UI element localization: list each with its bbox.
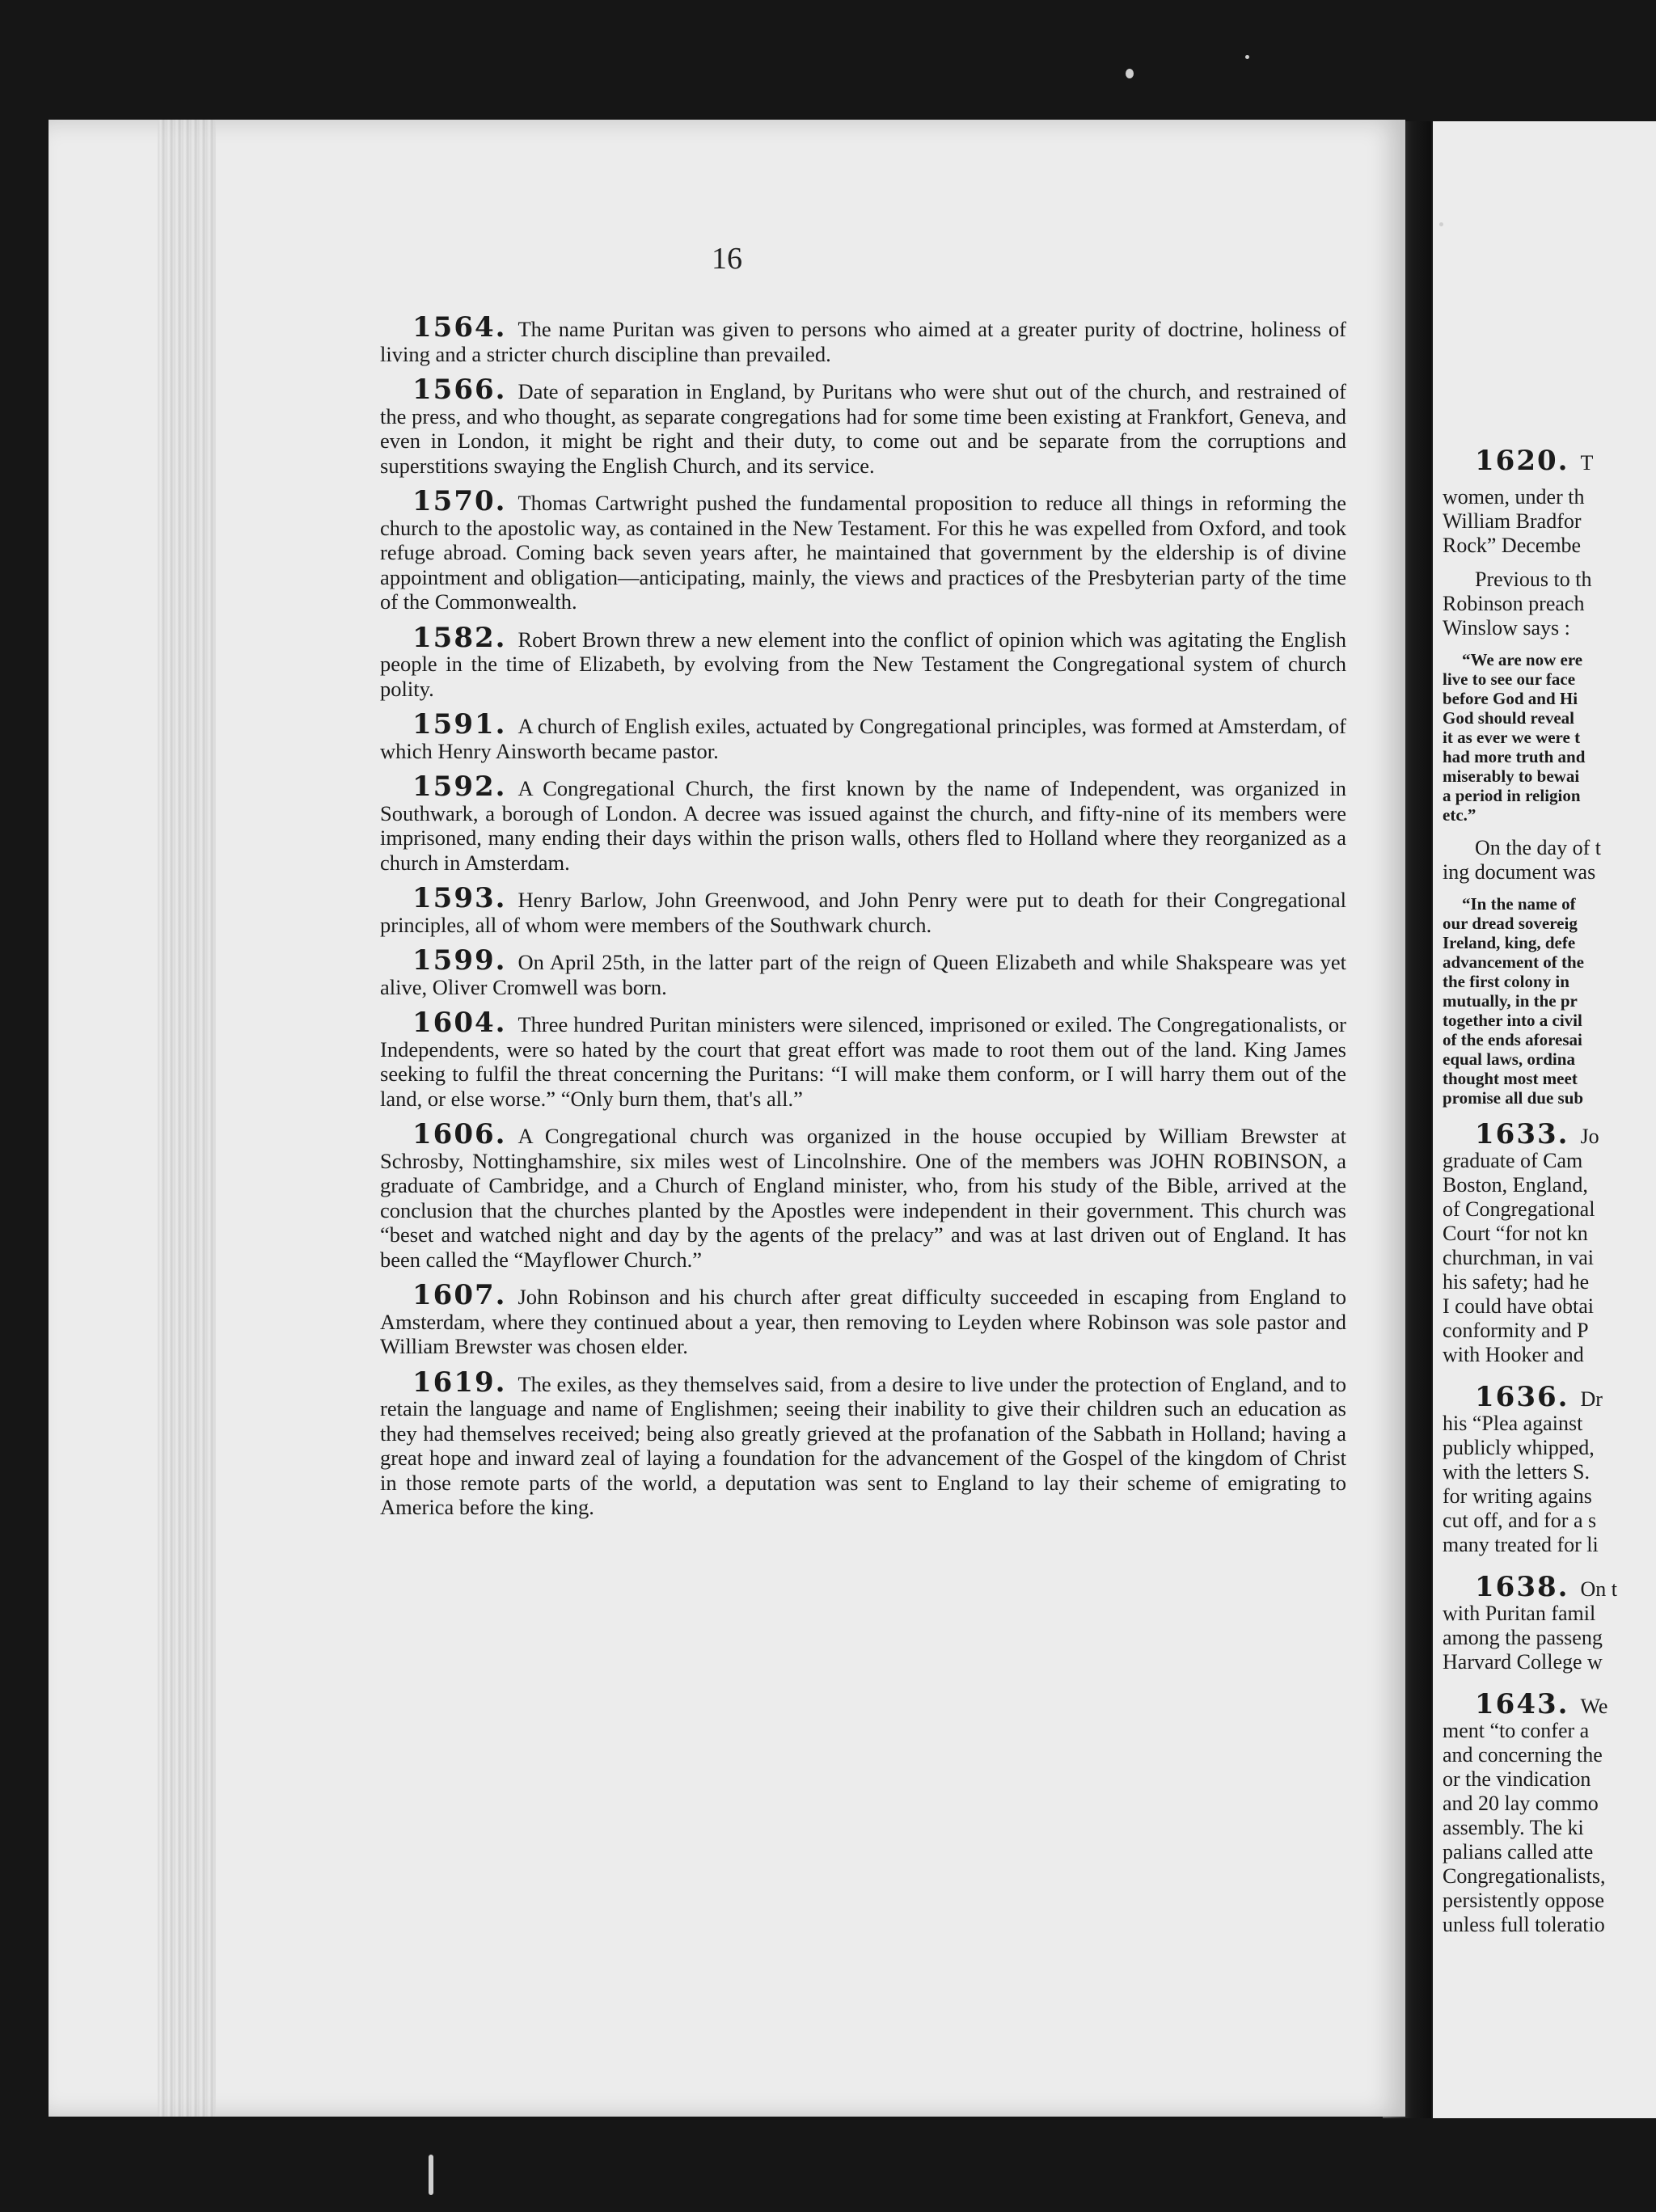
entry-year: 1592.	[412, 770, 507, 803]
scan-speck	[1439, 222, 1443, 226]
fragment-line: Winslow says :	[1443, 616, 1570, 640]
entry-year: 1599.	[412, 944, 507, 977]
fragment-line: I could have obtai	[1443, 1294, 1594, 1318]
fragment-line: Previous to th	[1475, 568, 1592, 591]
fragment-line: ing document was	[1443, 860, 1596, 884]
fragment-line: and 20 lay commo	[1443, 1792, 1599, 1815]
quote-line: our dread sovereig	[1443, 914, 1578, 933]
quote-line: the first colony in	[1443, 972, 1569, 991]
entry-text: John Robinson and his church after great difficulty succeeded in escaping from England to Amsterdam, where they continued about a year, then removing to Leyden where Robinson was sole pastor and William Brewster was chosen elder.	[380, 1285, 1346, 1358]
entry-1582	[380, 621, 1346, 702]
fragment-line: Dr	[1580, 1387, 1603, 1411]
scan-speck	[429, 2155, 433, 2195]
quote-line: God should reveal	[1443, 708, 1574, 728]
fragment-line: On t	[1580, 1577, 1617, 1601]
entry-year: 1606.	[412, 1118, 507, 1150]
fragment-line: and concerning the	[1443, 1743, 1603, 1767]
entry-1606	[380, 1118, 1346, 1272]
entry-year: 1643.	[1475, 1688, 1569, 1720]
entry-text: On April 25th, in the latter part of the reign of Queen Elizabeth and while Shakspeare was yet alive, Oliver Cromwell was born.	[380, 950, 1346, 999]
entry-1564	[380, 311, 1346, 366]
entry-year: 1607.	[412, 1279, 507, 1311]
fragment-line: churchman, in vai	[1443, 1246, 1594, 1269]
fragment-line: for writing agains	[1443, 1484, 1592, 1508]
quote-line: live to see our face	[1443, 669, 1576, 689]
entry-1636	[1443, 1381, 1656, 1413]
entry-1566	[380, 374, 1346, 478]
entry-year: 1604.	[412, 1007, 507, 1039]
fragment-line: persistently oppose	[1443, 1889, 1605, 1912]
fragment-line: On the day of t	[1475, 836, 1601, 859]
fragment-line: among the passeng	[1443, 1626, 1603, 1649]
quote-line: promise all due sub	[1443, 1088, 1584, 1108]
quote-line: before God and Hi	[1443, 689, 1578, 708]
fragment-line: Congregationalists,	[1443, 1864, 1606, 1888]
entry-text: The name Puritan was given to persons who aimed at a greater purity of doctrine, holiness of living and a stricter church discipline than prevailed.	[380, 317, 1346, 366]
quote-line: of the ends aforesai	[1443, 1030, 1582, 1049]
fragment-line: his safety; had he	[1443, 1270, 1590, 1294]
page-number: 16	[712, 242, 742, 276]
entry-1591	[380, 708, 1346, 763]
entry-1638	[1443, 1571, 1656, 1603]
fragment-line: women, under th	[1443, 485, 1585, 509]
fragment-line: Rock” Decembe	[1443, 534, 1582, 557]
fragment-line: Boston, England,	[1443, 1173, 1588, 1197]
quote-line: etc.”	[1443, 805, 1476, 825]
fragment-line: cut off, and for a s	[1443, 1509, 1597, 1532]
entry-year: 1638.	[1475, 1571, 1569, 1603]
right-page-text	[1443, 364, 1656, 1937]
fragment-line: many treated for li	[1443, 1533, 1599, 1556]
entry-year: 1636.	[1475, 1381, 1569, 1413]
entry-year: 1620.	[1475, 445, 1569, 477]
entry-text: Henry Barlow, John Greenwood, and John Penry were put to death for their Congregational principles, all of whom were members of the Southwark church.	[380, 888, 1346, 937]
entry-year: 1564.	[412, 311, 507, 344]
entry-text: Three hundred Puritan ministers were silenced, imprisoned or exiled. The Congregationalists, or Independents, were so hated by the court that great effort was made to root them out of the land. King James seeking to fulfil the threat concerning the Puritans: “I will make them conform, or I will harry them out of the land, or else worse.” “Only burn them, that's all.”	[380, 1012, 1346, 1111]
entry-1643	[1443, 1688, 1656, 1720]
fragment-line: assembly. The ki	[1443, 1816, 1584, 1839]
quote-line: “We are now ere	[1462, 650, 1583, 669]
quote-line: miserably to bewai	[1443, 766, 1580, 786]
fragment-line: ment “to confer a	[1443, 1719, 1590, 1742]
fragment-line: Robinson preach	[1443, 592, 1585, 615]
quote-line: together into a civil	[1443, 1011, 1582, 1030]
quote-line: thought most meet	[1443, 1069, 1578, 1088]
entry-1570	[380, 485, 1346, 614]
quote-line: a period in religion	[1443, 786, 1581, 805]
quote-line: it as ever we were t	[1443, 728, 1581, 747]
quote-line: advancement of the	[1443, 952, 1584, 972]
fragment-line: Jo	[1580, 1125, 1599, 1148]
entry-year: 1633.	[1475, 1118, 1569, 1150]
entry-text: Thomas Cartwright pushed the fundamental proposition to reduce all things in reforming the church to the apostolic way, as contained in the New Testament. For this he was expelled from Oxford, and took refuge abroad. Coming back seven years after, he maintained that government by the eldership is of divine appointment and obligation—anticipating, mainly, the views and practices of the Presbyterian party of the time of the Commonwealth.	[380, 491, 1346, 614]
fragment-line: publicly whipped,	[1443, 1436, 1595, 1459]
entry-text: A Congregational church was organized in the house occupied by William Brewster at Schrosby, Nottinghamshire, six miles west of Lincolnshire. One of the members was JOHN ROBINSON, a graduate of Cambridge, and a Church of England minister, who, from his study of the Bible, arrived at the conclusion that the churches planted by the Apostles were independent in their government. This church was “beset and watched night and day by the agents of the prelacy” and was at last driven out of England. It has been called the “Mayflower Church.”	[380, 1124, 1346, 1272]
fragment-line: or the vindication	[1443, 1767, 1591, 1791]
fragment-line: palians called atte	[1443, 1840, 1594, 1864]
quote-line: had more truth and	[1443, 747, 1586, 766]
entry-text: A church of English exiles, actuated by Congregational principles, was formed at Amsterdam, of which Henry Ainsworth became pastor.	[380, 714, 1346, 763]
fragment-line: graduate of Cam	[1443, 1149, 1583, 1172]
entry-1620	[1443, 445, 1656, 477]
right-page	[1433, 121, 1656, 2118]
quote-line: “In the name of	[1462, 894, 1576, 914]
page-edges	[158, 120, 216, 2117]
entry-text: Date of separation in England, by Puritans who were shut out of the church, and restrained of the press, and who thought, as separate congregations had for some time been existing at Frankfort, Geneva, and even in London, it might be right and their duty, to come out and be separate from the corruptions and superstitions swaying the English Church, and its service.	[380, 379, 1346, 478]
entry-year: 1582.	[412, 621, 507, 654]
quote-line: Ireland, king, defe	[1443, 933, 1576, 952]
entry-1599	[380, 944, 1346, 999]
entry-text: Robert Brown threw a new element into the conflict of opinion which was agitating the English people in the time of Elizabeth, by evolving from the New Testament the Congregational system of church polity.	[380, 627, 1346, 701]
entry-1619	[380, 1366, 1346, 1520]
entry-year: 1566.	[412, 374, 507, 406]
entry-year: 1593.	[412, 882, 507, 914]
fragment-line: William Bradfor	[1443, 509, 1582, 533]
fragment-line: with Puritan famil	[1443, 1602, 1596, 1625]
scan-speck	[1126, 69, 1134, 78]
fragment-line: his “Plea against	[1443, 1412, 1583, 1435]
entry-year: 1619.	[412, 1366, 507, 1399]
entry-year: 1570.	[412, 485, 507, 517]
fragment-line: of Congregational	[1443, 1197, 1595, 1221]
fragment-line: We	[1580, 1695, 1608, 1718]
fragment-line: T	[1580, 451, 1594, 475]
entry-1633	[1443, 1118, 1656, 1150]
fragment-line: with Hooker and	[1443, 1343, 1584, 1366]
fragment-line: unless full toleratio	[1443, 1913, 1605, 1936]
entry-year: 1591.	[412, 708, 507, 741]
scan-speck	[1245, 55, 1249, 59]
fragment-line: conformity and P	[1443, 1319, 1589, 1342]
fragment-line: Court “for not kn	[1443, 1222, 1588, 1245]
fragment-line: with the letters S.	[1443, 1460, 1590, 1484]
entry-1604	[380, 1007, 1346, 1111]
entry-text: A Congregational Church, the first known by the name of Independent, was organized in Southwark, a borough of London. A decree was issued against the church, and fifty-nine of its members were imprisoned, many ending their days within the prison walls, others fled to Holland where they reorganized as a church in Amsterdam.	[380, 776, 1346, 875]
quote-line: mutually, in the pr	[1443, 991, 1578, 1011]
quote-line: equal laws, ordina	[1443, 1049, 1575, 1069]
entry-1607	[380, 1279, 1346, 1359]
entry-text: The exiles, as they themselves said, from a desire to live under the protection of England, and to retain the language and name of Englishmen; seeing their inability to give their children such an education as they had themselves received; being also greatly grieved at the profanation of the Sabbath in Holland; having a great hope and inward zeal of laying a foundation for the advancement of the Gospel of the kingdom of Christ in those remote parts of the world, a deputation was sent to England to lay their scheme of emigrating to America before the king.	[380, 1371, 1346, 1519]
left-page-text	[380, 311, 1346, 1531]
entry-1592	[380, 770, 1346, 875]
entry-1593	[380, 882, 1346, 937]
fragment-line: Harvard College w	[1443, 1650, 1603, 1674]
